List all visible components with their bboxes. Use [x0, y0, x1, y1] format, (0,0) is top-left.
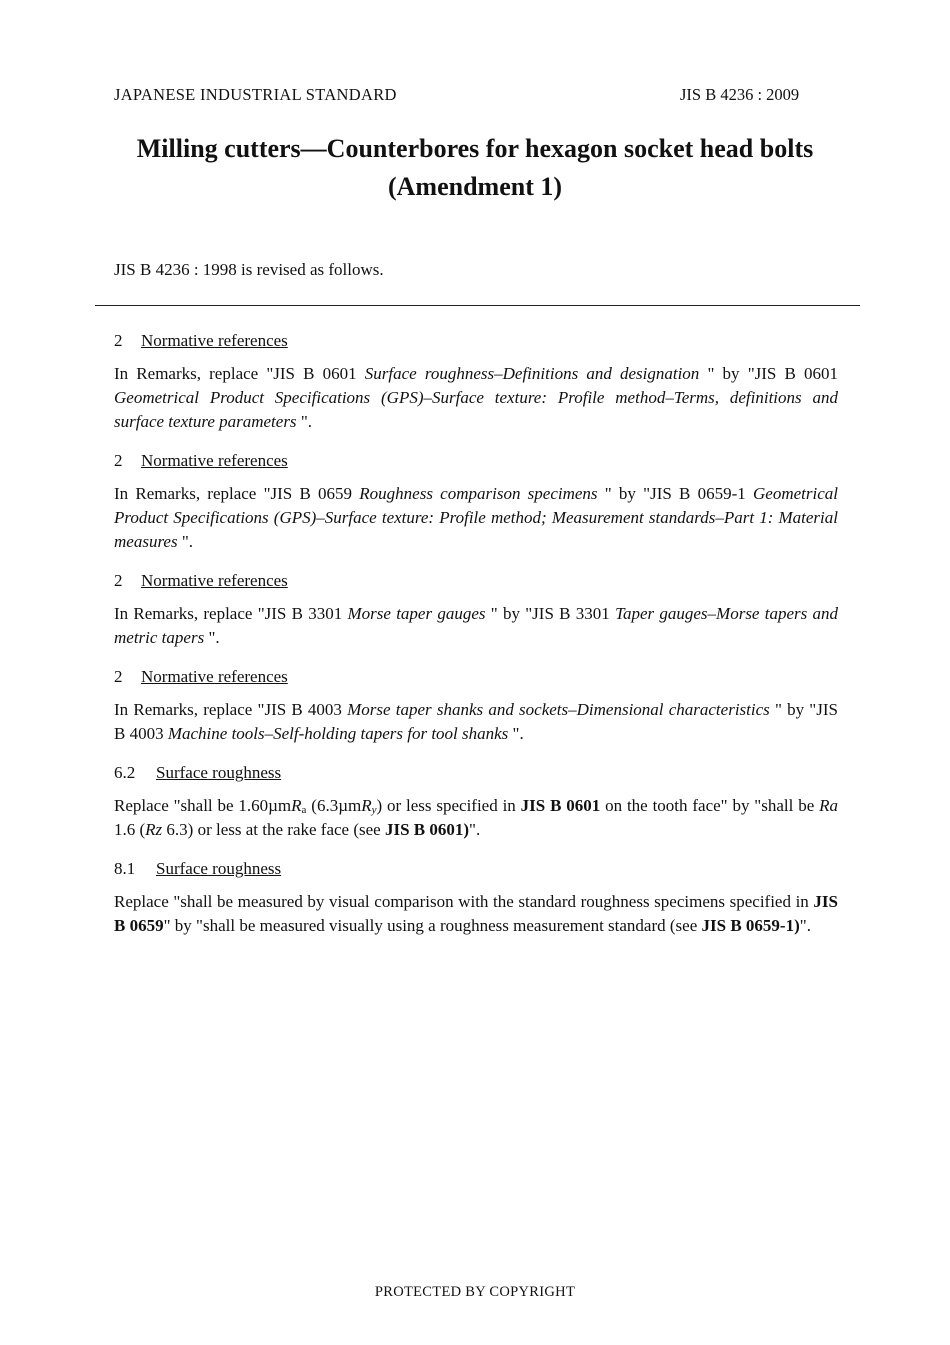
section-title: Normative references: [141, 667, 288, 686]
section-title: Normative references: [141, 571, 288, 590]
section-number: 2: [114, 571, 123, 590]
section-number: 6.2: [114, 763, 136, 782]
section-number: 2: [114, 451, 123, 470]
divider-line: [95, 305, 860, 306]
amendment-list: [114, 330, 838, 954]
section-text: Replace "shall be measured by visual comparison with the standard roughness specimens specified in JIS B 0659" by "shall be measured visually using a roughness measurement standard (see JIS B 0659-1)".: [114, 892, 838, 935]
section-heading: [114, 330, 838, 352]
section-text: In Remarks, replace "JIS B 3301 Morse taper gauges " by "JIS B 3301 Taper gauges–Morse tapers and metric tapers ".: [114, 604, 839, 647]
section-heading: [114, 570, 838, 592]
amendment-section: [114, 450, 838, 554]
standard-type-label: JAPANESE INDUSTRIAL STANDARD: [114, 85, 397, 104]
standard-number: JIS B 4236 : 2009: [680, 85, 800, 104]
section-title: Normative references: [141, 331, 288, 350]
section-heading: [114, 858, 838, 880]
document-title: Milling cutters—Counterbores for hexagon socket head bolts: [136, 134, 814, 163]
section-text: In Remarks, replace "JIS B 0659 Roughness comparison specimens " by "JIS B 0659-1 Geometrical Product Specifications (GPS)–Surface texture: Profile method; Measurement standards–Part 1: Material measures ".: [114, 484, 838, 551]
amendment-section-6-2: [114, 762, 838, 842]
section-heading: [114, 762, 838, 784]
section-text: Replace "shall be 1.60µmR$_a$ (6.3µmR$_y$) or less specified in JIS B 0601 on the tooth face" by "shall be Ra 1.6 (Rz 6.3) or less at the rake face (see JIS B 0601)".: [114, 796, 838, 839]
section-title: Surface roughness: [156, 763, 282, 782]
amendment-section: [114, 666, 838, 746]
section-number: 2: [114, 331, 123, 350]
intro-text: JIS B 4236 : 1998 is revised as follows.: [114, 260, 384, 279]
section-number: 8.1: [114, 859, 136, 878]
section-title: Normative references: [141, 451, 288, 470]
section-title: Surface roughness: [156, 859, 282, 878]
document-subtitle: (Amendment 1): [387, 172, 563, 201]
amendment-section: [114, 570, 838, 650]
section-text: In Remarks, replace "JIS B 4003 Morse taper shanks and sockets–Dimensional characteristics " by "JIS B 4003 Machine tools–Self-holding tapers for tool shanks ".: [114, 700, 838, 743]
section-heading: [114, 450, 838, 472]
section-number: 2: [114, 667, 123, 686]
section-heading: [114, 666, 838, 688]
copyright-footer: PROTECTED BY COPYRIGHT: [374, 1284, 576, 1300]
amendment-section: [114, 330, 838, 434]
amendment-section-8-1: [114, 858, 838, 938]
section-text: In Remarks, replace "JIS B 0601 Surface roughness–Definitions and designation " by "JIS B 0601 Geometrical Product Specifications (GPS)–Surface texture: Profile method–Terms, definitions and surface texture parameters ".: [114, 364, 838, 431]
